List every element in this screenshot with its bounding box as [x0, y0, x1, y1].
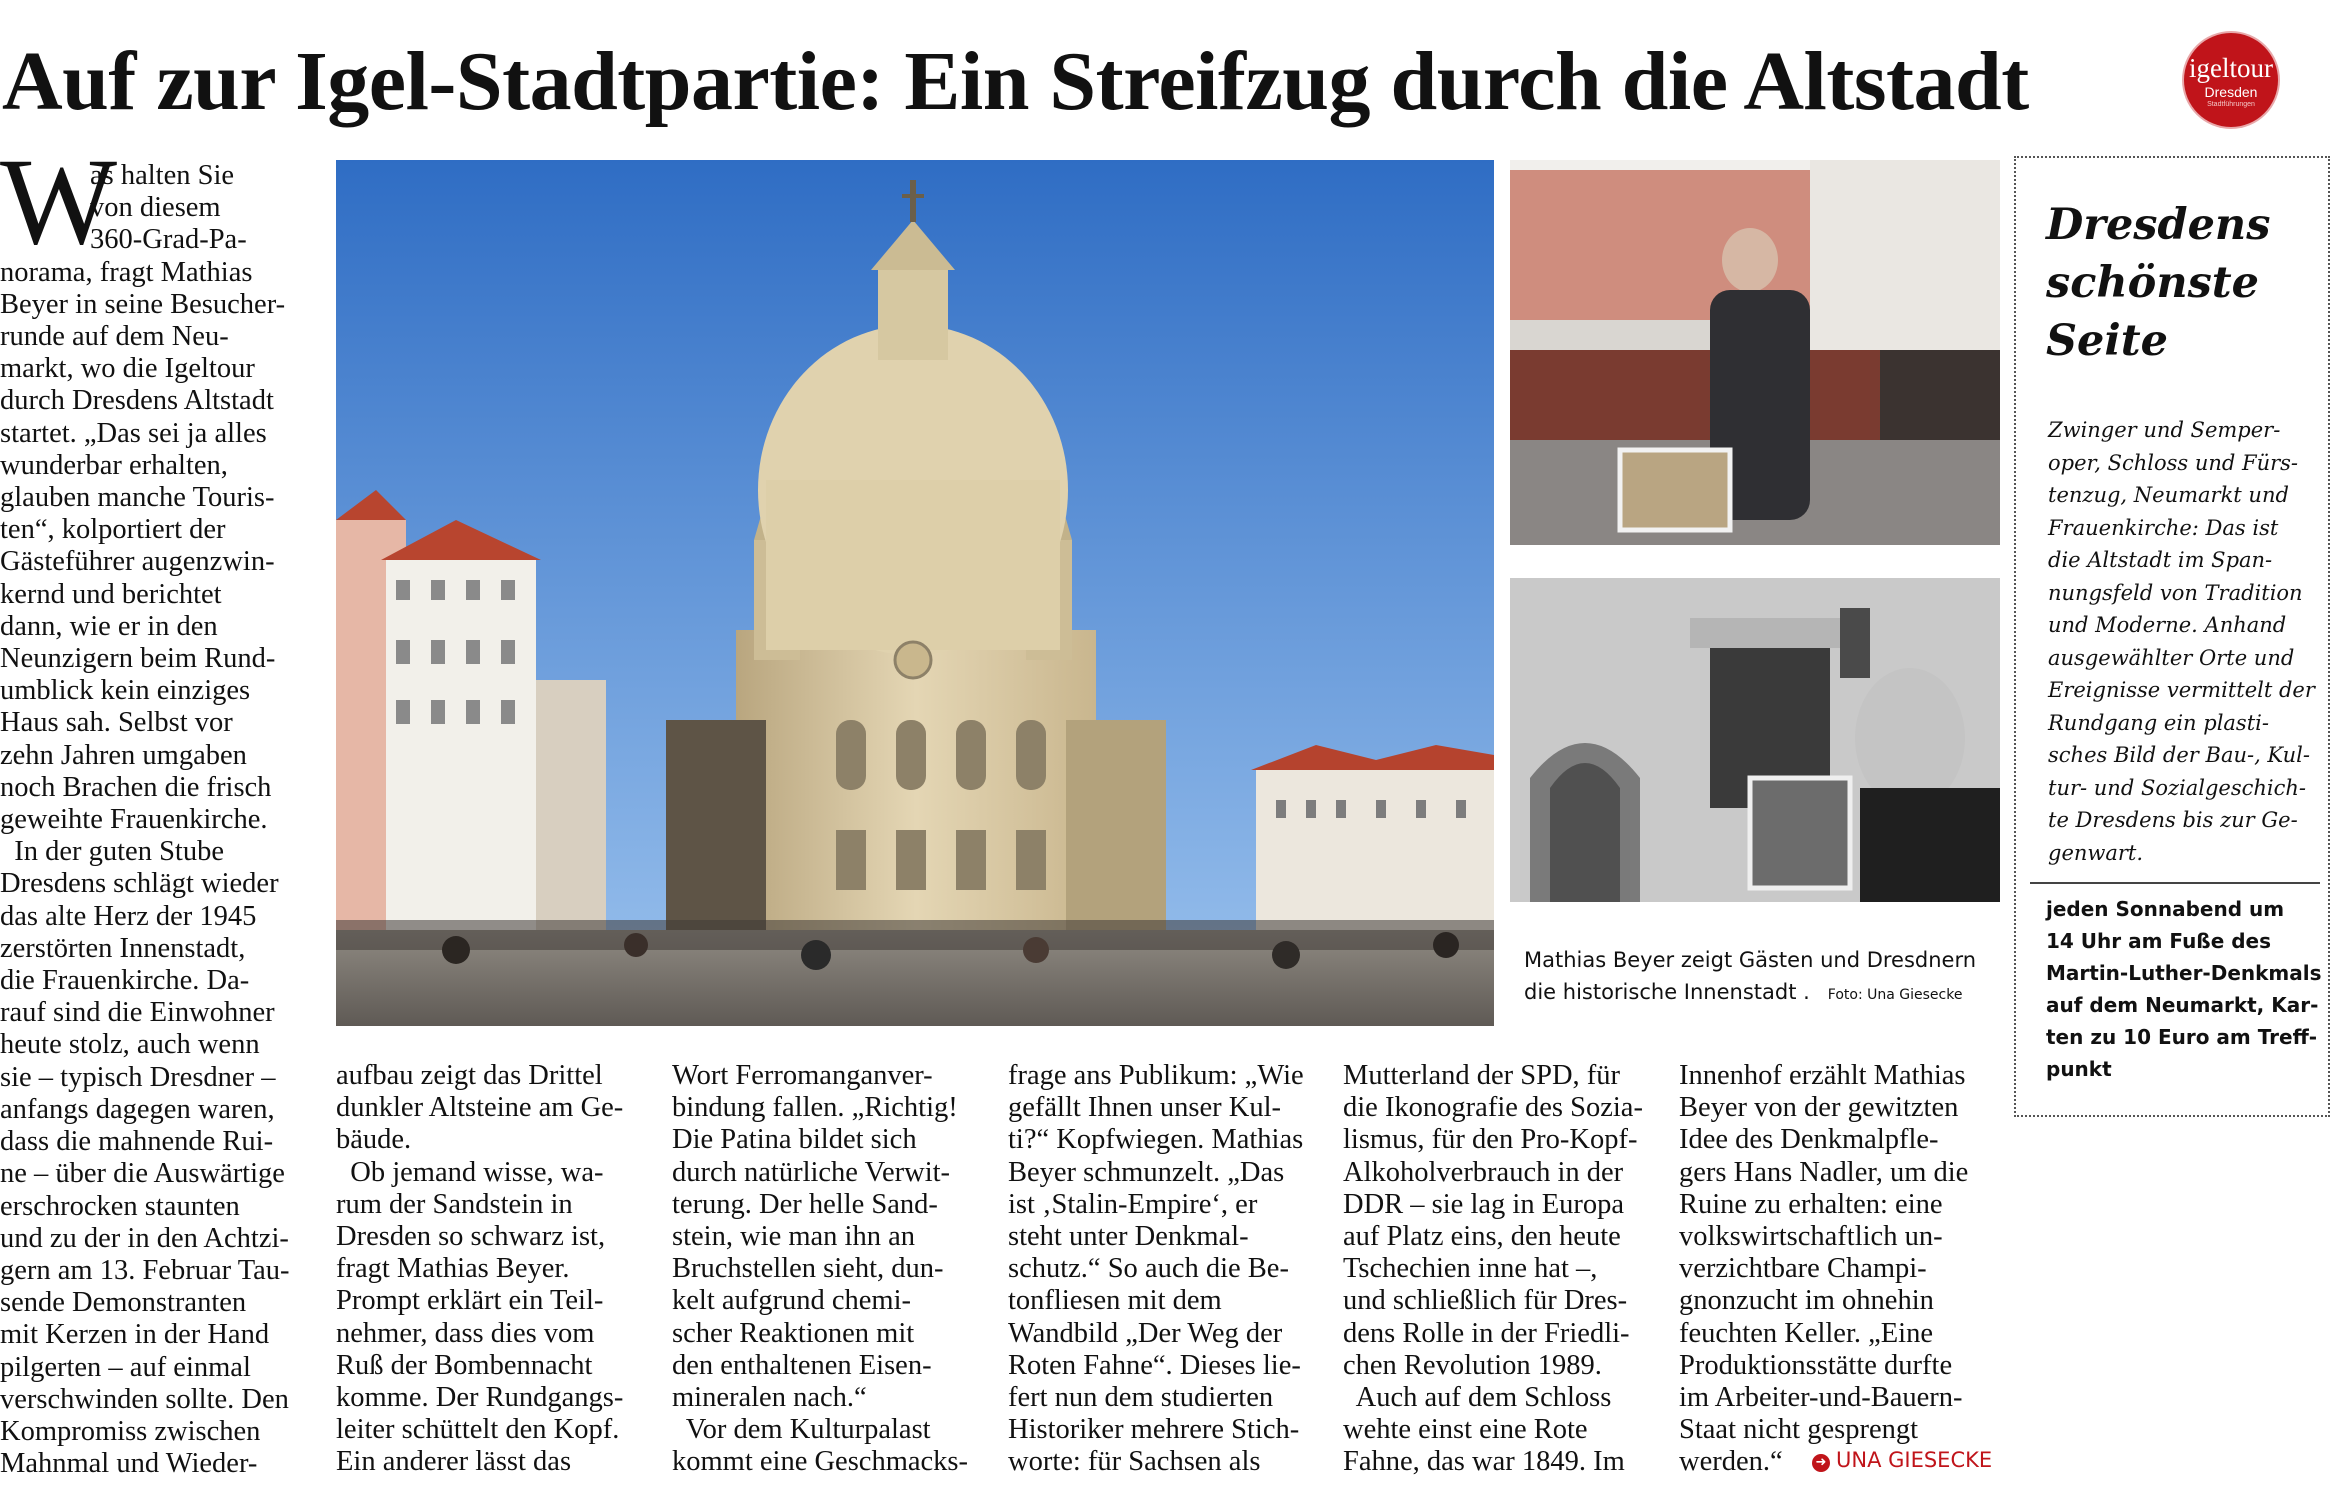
- text-line: Wandbild „Der Weg der: [1008, 1317, 1283, 1349]
- sidebar-info-line: jeden Sonnabend um: [2046, 897, 2285, 921]
- text-line: durch natürliche Verwit-: [672, 1156, 951, 1188]
- text-line: sie – typisch Dresdner –: [0, 1061, 276, 1093]
- text-line: volkswirtschaftlich un-: [1679, 1221, 1943, 1253]
- text-line: rauf sind die Einwohner: [0, 997, 275, 1029]
- text-line: Ruß der Bombennacht: [336, 1349, 593, 1381]
- text-line: markt, wo die Igeltour: [0, 353, 255, 385]
- sidebar-text-line: Zwinger und Semper-: [2048, 418, 2281, 442]
- text-line: ne – über die Auswärtige: [0, 1158, 285, 1190]
- text-line: Ob jemand wisse, wa-: [336, 1156, 604, 1188]
- text-line: mit Kerzen in der Hand: [0, 1319, 270, 1351]
- text-line: Bruchstellen sieht, dun-: [672, 1253, 944, 1285]
- sidebar-title-line: Dresdens: [2046, 200, 2271, 250]
- article-column-2: [336, 1060, 656, 1479]
- text-line: Historiker mehrere Stich-: [1008, 1414, 1300, 1446]
- article-column-4: [1008, 1060, 1328, 1479]
- text-line: ist ‚Stalin-Empire‘, er: [1008, 1188, 1258, 1220]
- text-line: feuchten Keller. „Eine: [1679, 1317, 1933, 1349]
- sidebar-text-line: genwart.: [2048, 840, 2144, 865]
- sidebar-text-line: te Dresdens bis zur Ge-: [2048, 808, 2298, 832]
- sidebar-title-line: schönste: [2046, 258, 2260, 308]
- text-line: as halten Sie: [90, 160, 235, 191]
- sidebar-text-line: Frauenkirche: Das ist: [2048, 515, 2279, 540]
- text-line: aufbau zeigt das Drittel: [336, 1060, 603, 1091]
- text-line: umblick kein einziges: [0, 675, 251, 707]
- text-line: chen Revolution 1989.: [1343, 1349, 1602, 1381]
- text-line: komme. Der Rundgangs-: [336, 1382, 624, 1414]
- logo-tagline: Stadtführungen: [2207, 101, 2255, 108]
- text-line: fragt Mathias Beyer.: [336, 1253, 570, 1285]
- text-line: verzichtbare Champi-: [1679, 1253, 1927, 1285]
- text-line: scher Reaktionen mit: [672, 1317, 915, 1349]
- text-line: die Frauenkirche. Da-: [0, 965, 250, 997]
- text-line: leiter schüttelt den Kopf.: [336, 1414, 620, 1446]
- text-line: gern am 13. Februar Tau-: [0, 1254, 290, 1286]
- text-line: kelt aufgrund chemi-: [672, 1285, 911, 1317]
- sidebar-info: [2046, 893, 2322, 1085]
- text-line: das alte Herz der 1945: [0, 900, 257, 932]
- text-line: auf Platz eins, den heute: [1343, 1221, 1621, 1253]
- text-line: steht unter Denkmal-: [1008, 1221, 1249, 1253]
- text-line: rum der Sandstein in: [336, 1188, 573, 1220]
- text-line: dass die mahnende Rui-: [0, 1126, 274, 1158]
- text-line: verschwinden sollte. Den: [0, 1383, 289, 1415]
- text-line: runde auf dem Neu-: [0, 321, 229, 353]
- text-line: norama, fragt Mathias: [0, 256, 253, 288]
- sidebar-info-line: 14 Uhr am Fuße des: [2046, 929, 2271, 953]
- sidebar-text: [2048, 414, 2315, 869]
- text-line: In der guten Stube: [0, 836, 224, 868]
- text-line: anfangs dagegen waren,: [0, 1093, 275, 1125]
- text-line: Auch auf dem Schloss: [1343, 1382, 1612, 1414]
- frauenkirche-photo: [336, 160, 1494, 1026]
- text-line: Beyer in seine Besucher-: [0, 288, 286, 320]
- guide-mural-photo: [1510, 160, 2000, 545]
- text-line: erschrocken staunten: [0, 1190, 240, 1222]
- sidebar-text-line: die Altstadt im Span-: [2048, 548, 2273, 572]
- text-line: wehte einst eine Rote: [1343, 1414, 1588, 1446]
- text-line: wunderbar erhalten,: [0, 449, 228, 481]
- text-line: 360-Grad-Pa-: [90, 224, 247, 256]
- guide-window-photo: [1510, 578, 2000, 902]
- sidebar-text-line: oper, Schloss und Fürs-: [2048, 450, 2299, 475]
- text-line: Ein anderer lässt das: [336, 1446, 572, 1478]
- text-line: zehn Jahren umgaben: [0, 739, 247, 771]
- text-line: tonfliesen mit dem: [1008, 1285, 1222, 1317]
- text-line: heute stolz, auch wenn: [0, 1029, 260, 1061]
- text-line: bäude.: [336, 1124, 412, 1156]
- text-line: Haus sah. Selbst vor: [0, 707, 233, 739]
- sidebar-info-line: ten zu 10 Euro am Treff-: [2046, 1025, 2318, 1049]
- text-line: bindung fallen. „Richtig!: [672, 1092, 958, 1124]
- text-line: gnonzucht im ohnehin: [1679, 1285, 1934, 1317]
- text-line: Idee des Denkmalpfle-: [1679, 1124, 1939, 1156]
- byline: [1812, 1444, 1992, 1476]
- text-line: Dresden so schwarz ist,: [336, 1221, 606, 1253]
- author-name: UNA GIESECKE: [1836, 1448, 1993, 1472]
- text-line: Staat nicht gesprengt: [1679, 1414, 1919, 1446]
- photo-credit: Foto: Una Giesecke: [1827, 987, 1963, 1003]
- text-line: Kompromiss zwischen: [0, 1415, 261, 1447]
- sidebar-info-line: auf dem Neumarkt, Kar-: [2046, 993, 2319, 1017]
- text-line: kommt eine Geschmacks-: [672, 1446, 968, 1478]
- text-line: ten“, kolportiert der: [0, 514, 226, 546]
- text-line: fert nun dem studierten: [1008, 1382, 1274, 1414]
- text-line: mineralen nach.“: [672, 1382, 867, 1414]
- text-line: Beyer schmunzelt. „Das: [1008, 1156, 1285, 1188]
- sidebar-text-line: und Moderne. Anhand: [2048, 613, 2287, 637]
- text-line: Mahnmal und Wieder-: [0, 1448, 258, 1480]
- text-line: Tschechien inne hat –,: [1343, 1253, 1598, 1285]
- text-line: stein, wie man ihn an: [672, 1221, 915, 1253]
- arrow-right-icon: ➜: [1812, 1454, 1830, 1472]
- text-line: Gästeführer augenzwin-: [0, 546, 275, 578]
- text-line: kernd und berichtet: [0, 578, 222, 610]
- text-line: dens Rolle in der Friedli-: [1343, 1317, 1630, 1349]
- sidebar-divider: [2030, 882, 2320, 884]
- text-line: worte: für Sachsen als: [1008, 1446, 1261, 1478]
- sidebar-text-line: tur- und Sozialgeschich-: [2048, 775, 2307, 800]
- text-line: dunkler Altsteine am Ge-: [336, 1092, 624, 1124]
- text-line: lismus, für den Pro-Kopf-: [1343, 1124, 1638, 1156]
- text-line: und zu der in den Achtzi-: [0, 1222, 289, 1254]
- sidebar-title: [2046, 196, 2270, 370]
- sidebar-info-line: punkt: [2046, 1057, 2112, 1081]
- text-line: terung. Der helle Sand-: [672, 1188, 938, 1220]
- text-line: DDR – sie lag in Europa: [1343, 1188, 1624, 1220]
- text-line: Roten Fahne“. Dieses lie-: [1008, 1349, 1301, 1381]
- sidebar-text-line: sches Bild der Bau-, Kul-: [2048, 743, 2310, 767]
- drop-cap: W: [0, 133, 118, 270]
- text-line: glauben manche Touris-: [0, 482, 275, 514]
- text-line: Wort Ferromanganver-: [672, 1060, 933, 1091]
- headline: Auf zur Igel-Stadtpartie: Ein Streifzug durch die Altstadt: [2, 35, 2029, 128]
- text-line: durch Dresdens Altstadt: [0, 385, 274, 417]
- text-line: Alkoholverbrauch in der: [1343, 1156, 1624, 1188]
- text-line: geweihte Frauenkirche.: [0, 804, 268, 836]
- article-column-3: [672, 1060, 992, 1479]
- text-line: pilgerten – auf einmal: [0, 1351, 251, 1383]
- logo-city: Dresden: [2204, 84, 2258, 100]
- text-line: startet. „Das sei ja alles: [0, 417, 267, 449]
- text-line: werden.“: [1679, 1446, 1783, 1478]
- text-line: Die Patina bildet sich: [672, 1124, 917, 1156]
- text-line: Prompt erklärt ein Teil-: [336, 1285, 604, 1317]
- sidebar-text-line: tenzug, Neumarkt und: [2048, 483, 2289, 507]
- igeltour-logo: [2184, 33, 2278, 127]
- text-line: Dresdens schlägt wieder: [0, 868, 279, 900]
- text-line: im Arbeiter-und-Bauern-: [1679, 1382, 1963, 1414]
- text-line: schutz.“ So auch die Be-: [1008, 1253, 1289, 1285]
- text-line: frage ans Publikum: „Wie: [1008, 1060, 1304, 1091]
- text-line: von diesem: [90, 192, 221, 224]
- photo-caption: [1524, 944, 1976, 1011]
- text-line: und schließlich für Dres-: [1343, 1285, 1628, 1317]
- text-line: ti?“ Kopfwiegen. Mathias: [1008, 1124, 1304, 1156]
- text-line: gefällt Ihnen unser Kul-: [1008, 1092, 1282, 1124]
- text-line: dann, wie er in den: [0, 610, 218, 642]
- text-line: noch Brachen die frisch: [0, 771, 272, 803]
- text-line: Neunzigern beim Rund-: [0, 643, 276, 675]
- caption-line-1: Mathias Beyer zeigt Gästen und Dresdnern: [1524, 948, 1977, 972]
- sidebar-text-line: Rundgang ein plasti-: [2048, 710, 2269, 735]
- caption-line-2: die historische Innenstadt .: [1524, 980, 1810, 1004]
- text-line: Ruine zu erhalten: eine: [1679, 1188, 1943, 1220]
- text-line: sende Demonstranten: [0, 1287, 247, 1319]
- text-line: gers Hans Nadler, um die: [1679, 1156, 1969, 1188]
- text-line: Fahne, das war 1849. Im: [1343, 1446, 1625, 1478]
- sidebar-text-line: Ereignisse vermittelt der: [2048, 678, 2315, 702]
- logo-brand: igeltour: [2189, 53, 2273, 83]
- article-column-6: [1679, 1060, 1999, 1479]
- text-line: Beyer von der gewitzten: [1679, 1092, 1959, 1124]
- text-line: nehmer, dass dies vom: [336, 1317, 595, 1349]
- article-column-5: [1343, 1060, 1663, 1479]
- sidebar-info-line: Martin-Luther-Denkmals: [2046, 961, 2322, 985]
- text-line: Mutterland der SPD, für: [1343, 1060, 1621, 1091]
- sidebar-title-line: Seite: [2046, 316, 2168, 366]
- sidebar-text-line: nungsfeld von Tradition: [2048, 580, 2303, 605]
- text-line: den enthaltenen Eisen-: [672, 1349, 932, 1381]
- sidebar-text-line: ausgewählter Orte und: [2048, 645, 2295, 670]
- text-line: Vor dem Kulturpalast: [672, 1414, 931, 1446]
- text-line: Produktionsstätte durfte: [1679, 1349, 1953, 1381]
- article-column-1: [0, 160, 320, 1480]
- text-line: die Ikonografie des Sozia-: [1343, 1092, 1643, 1124]
- text-line: zerstörten Innenstadt,: [0, 932, 246, 964]
- text-line: Innenhof erzählt Mathias: [1679, 1060, 1966, 1091]
